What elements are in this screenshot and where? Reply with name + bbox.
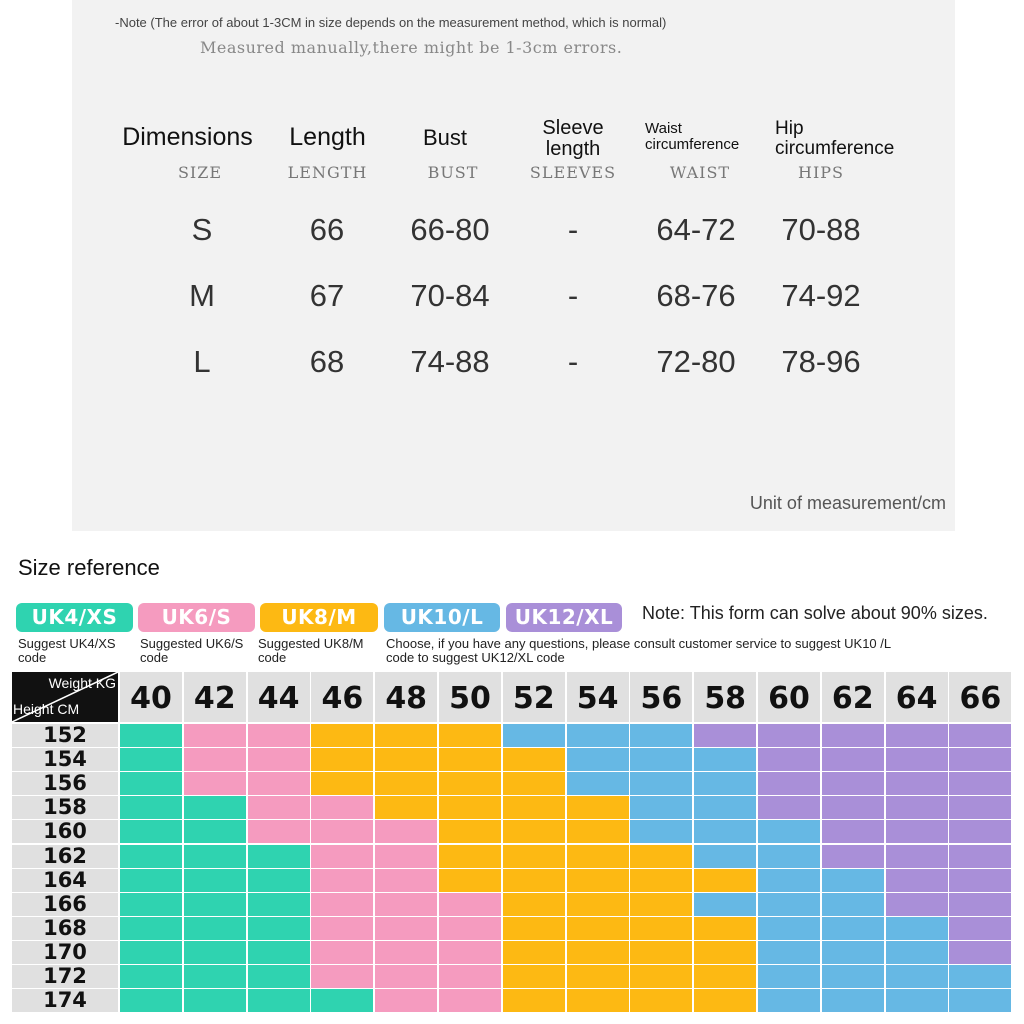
size-cell: [248, 965, 310, 988]
coverage-note: Note: This form can solve about 90% sizes.: [642, 603, 988, 623]
size-cell: [184, 941, 246, 964]
size-cell: [630, 845, 692, 868]
size-cell: [439, 772, 501, 795]
size-cell: [886, 917, 948, 940]
sub-sleeves: SLEEVES: [529, 163, 617, 182]
size-cell: [694, 989, 756, 1012]
legend-uk10-l: UK10/L: [384, 603, 500, 632]
height-row-label: 152: [12, 724, 118, 747]
size-cell: [503, 820, 565, 843]
measurement-panel: [72, 0, 955, 531]
height-row-label: 160: [12, 820, 118, 843]
legend-desc-uk10-uk12: Choose, if you have any questions, please consult customer service to suggest UK10 /L code to suggest UK12/XL code: [386, 636, 891, 665]
size-cell: [375, 941, 437, 964]
height-row-label: 162: [12, 845, 118, 868]
size-cell: [630, 893, 692, 916]
height-row-label: 164: [12, 869, 118, 892]
cell-size: M: [189, 278, 215, 313]
size-cell: [503, 748, 565, 771]
size-cell: [758, 941, 820, 964]
size-cell: [949, 724, 1011, 747]
size-cell: [694, 965, 756, 988]
height-row-label: 154: [12, 748, 118, 771]
size-cell: [630, 796, 692, 819]
size-cell: [248, 724, 310, 747]
size-cell: [822, 869, 884, 892]
size-cell: [822, 941, 884, 964]
size-cell: [822, 820, 884, 843]
size-reference-title: Size reference: [18, 555, 160, 580]
height-row-label: 170: [12, 941, 118, 964]
size-cell: [311, 845, 373, 868]
size-cell: [120, 941, 182, 964]
size-cell: [949, 845, 1011, 868]
size-cell: [375, 724, 437, 747]
size-cell: [248, 869, 310, 892]
height-row-label: 168: [12, 917, 118, 940]
size-cell: [567, 796, 629, 819]
cell-bust: 66-80: [410, 212, 490, 247]
size-cell: [439, 845, 501, 868]
size-cell: [822, 796, 884, 819]
weight-header-cell: 40: [120, 672, 182, 722]
size-cell: [184, 845, 246, 868]
size-cell: [184, 748, 246, 771]
size-cell: [758, 772, 820, 795]
size-cell: [886, 869, 948, 892]
size-cell: [630, 989, 692, 1012]
size-cell: [949, 748, 1011, 771]
size-cell: [120, 748, 182, 771]
size-cell: [630, 820, 692, 843]
size-cell: [822, 724, 884, 747]
legend-uk12-xl: UK12/XL: [506, 603, 622, 632]
height-row-label: 158: [12, 796, 118, 819]
size-cell: [120, 917, 182, 940]
size-cell: [886, 989, 948, 1012]
weight-header-cell: 48: [375, 672, 437, 722]
size-cell: [694, 941, 756, 964]
size-cell: [311, 941, 373, 964]
size-cell: [567, 772, 629, 795]
sub-length: LENGTH: [287, 163, 368, 182]
size-cell: [375, 845, 437, 868]
height-row-label: 156: [12, 772, 118, 795]
size-cell: [694, 724, 756, 747]
cell-sleeve: -: [567, 278, 579, 313]
size-cell: [503, 989, 565, 1012]
size-cell: [503, 917, 565, 940]
legend-uk6-s: UK6/S: [138, 603, 255, 632]
size-cell: [184, 893, 246, 916]
size-cell: [822, 893, 884, 916]
size-cell: [375, 917, 437, 940]
size-cell: [503, 893, 565, 916]
weight-header-cell: 60: [758, 672, 820, 722]
size-cell: [311, 724, 373, 747]
size-cell: [949, 772, 1011, 795]
legend-uk4-xs: UK4/XS: [16, 603, 133, 632]
weight-header-cell: 64: [886, 672, 948, 722]
weight-header-cell: 46: [311, 672, 373, 722]
size-cell: [248, 748, 310, 771]
size-cell: [567, 965, 629, 988]
size-cell: [375, 772, 437, 795]
size-cell: [567, 989, 629, 1012]
size-cell: [184, 820, 246, 843]
cell-sleeve: -: [567, 344, 579, 379]
size-cell: [248, 917, 310, 940]
size-cell: [503, 796, 565, 819]
sub-waist: WAIST: [669, 163, 731, 182]
size-cell: [630, 965, 692, 988]
size-cell: [949, 869, 1011, 892]
size-cell: [758, 965, 820, 988]
unit-label: Unit of measurement/cm: [749, 493, 946, 513]
cell-bust: 74-88: [410, 344, 490, 379]
size-cell: [949, 820, 1011, 843]
sub-hips: HIPS: [798, 163, 844, 182]
size-cell: [758, 917, 820, 940]
size-cell: [439, 965, 501, 988]
size-cell: [630, 941, 692, 964]
size-cell: [311, 893, 373, 916]
size-cell: [375, 869, 437, 892]
size-cell: [311, 917, 373, 940]
size-cell: [120, 989, 182, 1012]
size-cell: [503, 941, 565, 964]
size-cell: [503, 965, 565, 988]
size-cell: [248, 845, 310, 868]
size-cell: [886, 820, 948, 843]
size-cell: [758, 845, 820, 868]
size-cell: [822, 772, 884, 795]
size-cell: [248, 941, 310, 964]
size-cell: [120, 869, 182, 892]
header-bust: Bust: [422, 125, 468, 150]
size-cell: [758, 796, 820, 819]
size-cell: [567, 748, 629, 771]
size-cell: [822, 965, 884, 988]
size-cell: [630, 724, 692, 747]
size-cell: [822, 917, 884, 940]
size-cell: [949, 893, 1011, 916]
cell-bust: 70-84: [410, 278, 490, 313]
size-cell: [375, 965, 437, 988]
size-cell: [439, 869, 501, 892]
header-length: Length: [289, 123, 366, 151]
weight-header-cell: 52: [503, 672, 565, 722]
cell-waist: 64-72: [656, 212, 736, 247]
legend-uk8-m: UK8/M: [260, 603, 378, 632]
weight-header-cell: 54: [567, 672, 629, 722]
size-cell: [822, 845, 884, 868]
cell-waist: 72-80: [656, 344, 736, 379]
size-cell: [184, 989, 246, 1012]
size-cell: [758, 820, 820, 843]
legend-desc-uk6: Suggested UK6/S code: [140, 636, 244, 665]
cell-size: L: [193, 344, 211, 379]
weight-header-cell: 62: [822, 672, 884, 722]
size-cell: [248, 796, 310, 819]
size-cell: [248, 772, 310, 795]
size-cell: [375, 893, 437, 916]
size-cell: [439, 748, 501, 771]
weight-header-cell: 66: [949, 672, 1011, 722]
size-cell: [886, 893, 948, 916]
measurement-note: -Note (The error of about 1-3CM in size depends on the measurement method, which is normal): [115, 15, 667, 30]
size-cell: [311, 796, 373, 819]
size-cell: [694, 748, 756, 771]
size-cell: [184, 796, 246, 819]
size-cell: [630, 772, 692, 795]
weight-header-cell: 58: [694, 672, 756, 722]
height-axis-label: Height CM: [13, 701, 80, 717]
size-cell: [949, 965, 1011, 988]
size-cell: [439, 893, 501, 916]
header-hip: Hip circumference: [775, 118, 895, 159]
cell-waist: 68-76: [656, 278, 736, 313]
size-cell: [630, 869, 692, 892]
size-cell: [949, 941, 1011, 964]
size-cell: [375, 748, 437, 771]
cell-hip: 74-92: [781, 278, 861, 313]
size-cell: [503, 772, 565, 795]
size-cell: [184, 965, 246, 988]
size-cell: [886, 748, 948, 771]
size-cell: [120, 772, 182, 795]
size-cell: [439, 796, 501, 819]
size-cell: [822, 748, 884, 771]
size-cell: [758, 724, 820, 747]
cell-length: 66: [309, 212, 345, 247]
height-row-label: 174: [12, 989, 118, 1012]
size-cell: [311, 965, 373, 988]
size-cell: [439, 820, 501, 843]
cell-length: 67: [309, 278, 345, 313]
manual-measure-note: Measured manually,there might be 1-3cm errors.: [200, 38, 623, 57]
size-cell: [630, 748, 692, 771]
weight-header-cell: 50: [439, 672, 501, 722]
size-cell: [886, 772, 948, 795]
size-cell: [630, 917, 692, 940]
size-cell: [184, 724, 246, 747]
sub-bust: BUST: [427, 163, 479, 182]
size-cell: [503, 869, 565, 892]
size-cell: [949, 917, 1011, 940]
size-cell: [439, 989, 501, 1012]
header-sleeve: Sleeve length: [542, 117, 604, 160]
size-cell: [758, 893, 820, 916]
size-cell: [120, 820, 182, 843]
weight-axis-label: Weight KG: [48, 675, 116, 691]
size-cell: [694, 845, 756, 868]
size-cell: [694, 917, 756, 940]
size-cell: [758, 989, 820, 1012]
header-dimensions: Dimensions: [122, 123, 253, 151]
size-cell: [184, 917, 246, 940]
height-row-label: 172: [12, 965, 118, 988]
size-cell: [184, 869, 246, 892]
weight-header-cell: 56: [630, 672, 692, 722]
legend-desc-uk4: Suggest UK4/XS code: [18, 636, 116, 665]
size-cell: [886, 724, 948, 747]
size-cell: [886, 845, 948, 868]
size-cell: [567, 845, 629, 868]
size-cell: [503, 724, 565, 747]
cell-size: S: [191, 212, 213, 247]
weight-header-cell: 44: [248, 672, 310, 722]
size-cell: [694, 796, 756, 819]
size-cell: [503, 845, 565, 868]
size-cell: [184, 772, 246, 795]
header-waist: Waist circumference: [645, 120, 740, 153]
size-cell: [694, 893, 756, 916]
size-cell: [311, 748, 373, 771]
size-cell: [567, 893, 629, 916]
size-cell: [758, 748, 820, 771]
size-cell: [886, 965, 948, 988]
sub-size: SIZE: [177, 163, 223, 182]
grid-corner: [12, 672, 118, 722]
size-cell: [758, 869, 820, 892]
size-cell: [694, 820, 756, 843]
size-cell: [311, 772, 373, 795]
legend-desc-uk8: Suggested UK8/M code: [258, 636, 364, 665]
cell-hip: 78-96: [781, 344, 861, 379]
size-cell: [439, 941, 501, 964]
size-cell: [949, 796, 1011, 819]
size-cell: [822, 989, 884, 1012]
size-cell: [120, 724, 182, 747]
size-cell: [439, 724, 501, 747]
size-cell: [375, 796, 437, 819]
size-cell: [886, 941, 948, 964]
size-cell: [567, 820, 629, 843]
size-cell: [248, 820, 310, 843]
size-cell: [311, 820, 373, 843]
size-cell: [248, 893, 310, 916]
size-cell: [311, 869, 373, 892]
size-cell: [886, 796, 948, 819]
size-cell: [949, 989, 1011, 1012]
size-cell: [567, 724, 629, 747]
size-cell: [311, 989, 373, 1012]
size-cell: [120, 965, 182, 988]
size-cell: [375, 989, 437, 1012]
size-cell: [694, 869, 756, 892]
size-cell: [248, 989, 310, 1012]
size-cell: [694, 772, 756, 795]
height-row-label: 166: [12, 893, 118, 916]
weight-header-cell: 42: [184, 672, 246, 722]
size-cell: [567, 869, 629, 892]
size-cell: [120, 893, 182, 916]
size-cell: [439, 917, 501, 940]
size-cell: [120, 845, 182, 868]
cell-length: 68: [309, 344, 345, 379]
size-cell: [375, 820, 437, 843]
size-cell: [120, 796, 182, 819]
size-cell: [567, 917, 629, 940]
size-cell: [567, 941, 629, 964]
cell-hip: 70-88: [781, 212, 861, 247]
cell-sleeve: -: [567, 212, 579, 247]
